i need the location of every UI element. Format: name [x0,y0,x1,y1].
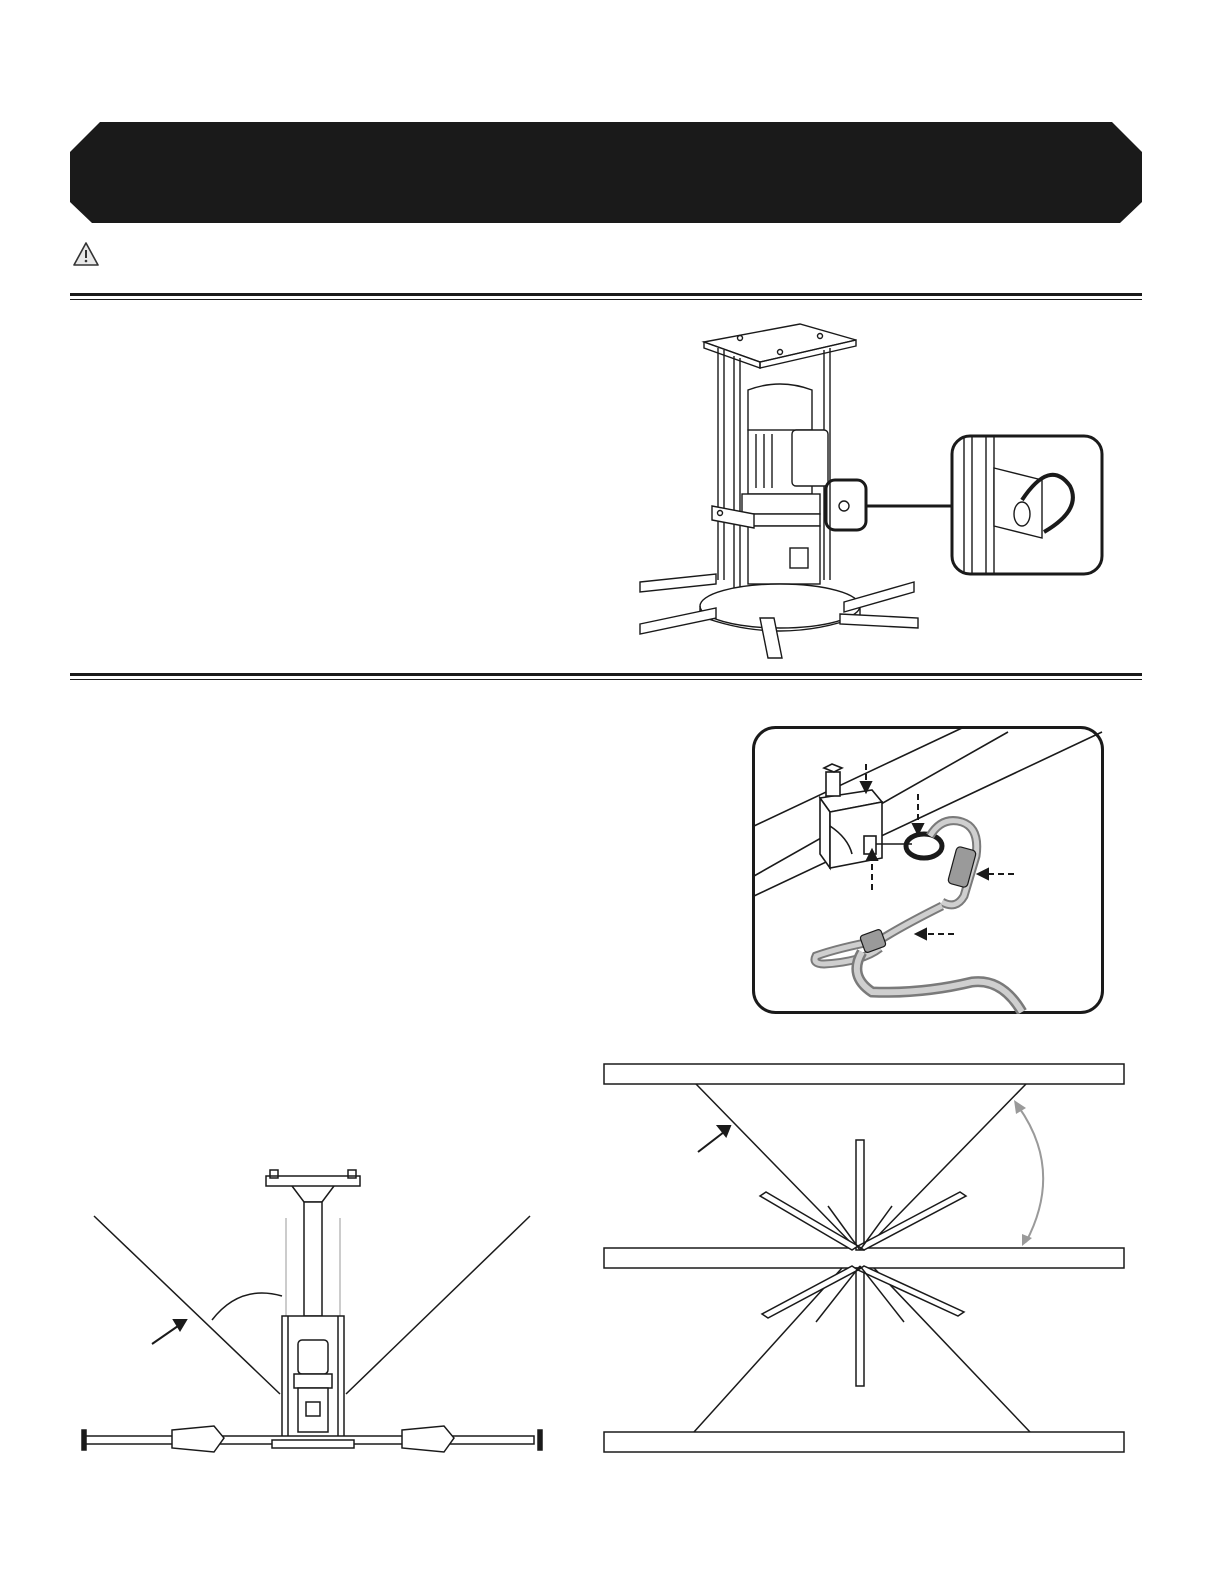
motor-tower-figure [630,318,1110,663]
banner-shape [70,122,1142,223]
fan-elevation-cable-angle-figure [76,1168,550,1468]
section-divider [70,293,1142,300]
warning-triangle-icon [72,241,100,267]
section-title-banner [70,122,1142,223]
cable-span-plan-figure [602,1060,1126,1456]
safety-cable-clamp-figure [752,726,1104,1014]
section-divider [70,673,1142,680]
